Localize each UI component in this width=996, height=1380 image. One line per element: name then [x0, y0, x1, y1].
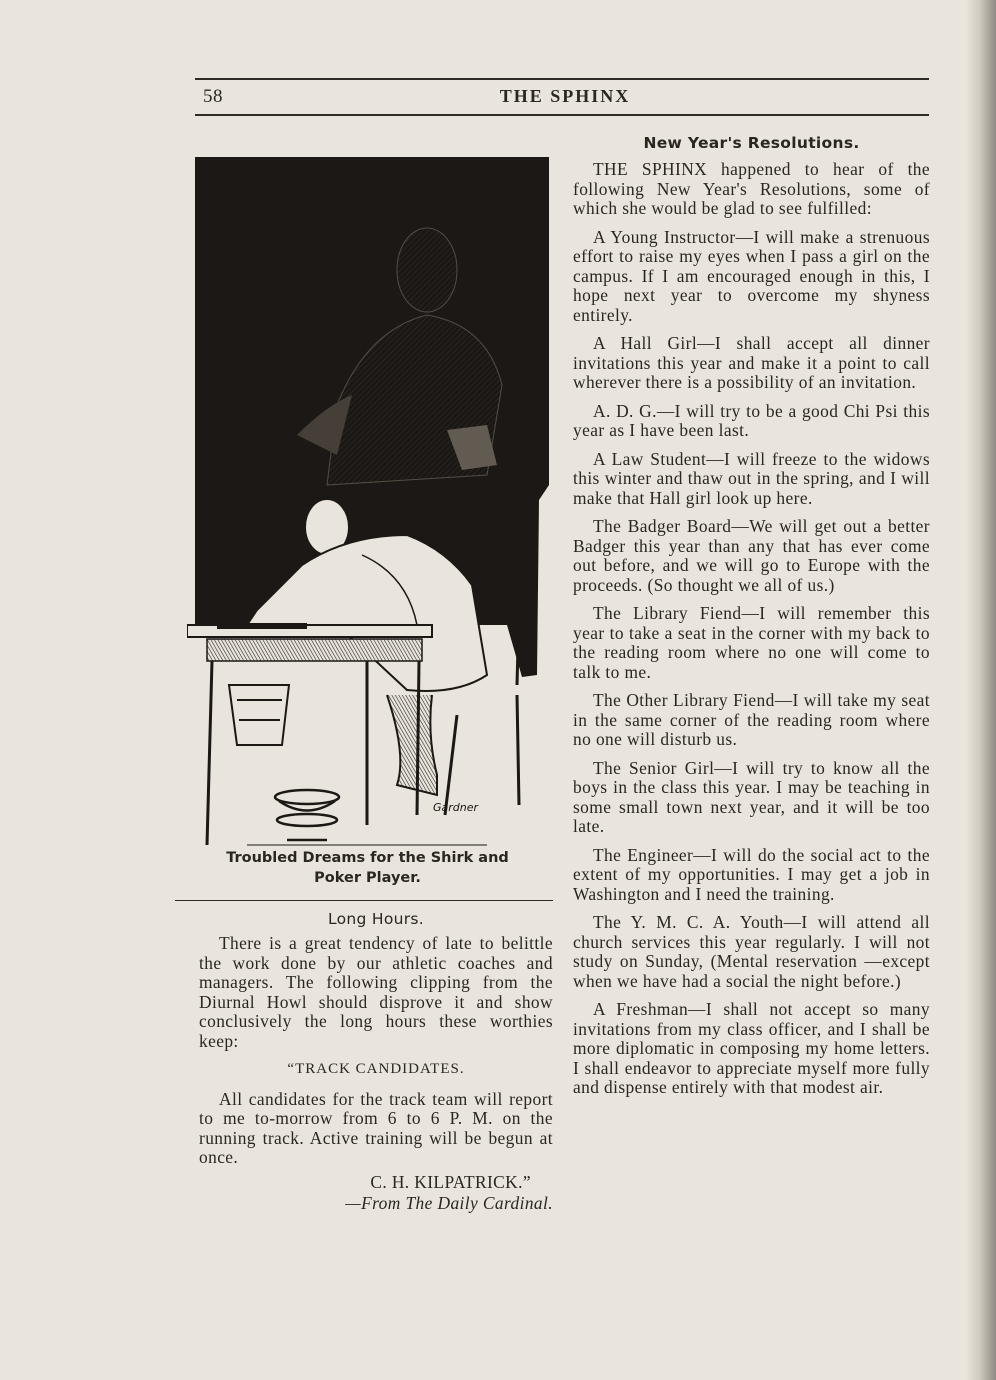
resolution-item: The Y. M. C. A. Youth—I will attend all church services this year regularly. I will not study on Sunday, (Mental reservation —except when we have had a social the night before.) [573, 912, 930, 991]
resolution-item: A Hall Girl—I shall accept all dinner invitations this year and make it a point to call wherever there is a possibility of an invitation. [573, 333, 930, 392]
resolutions-article [573, 134, 930, 1107]
page-number: 58 [203, 86, 223, 107]
notice-heading: “TRACK CANDIDATES. [287, 1061, 465, 1077]
resolution-item: A Law Student—I will freeze to the widows this winter and thaw out in the spring, and I will make that Hall girl look up here. [573, 448, 930, 508]
artist-signature: Gardner [433, 801, 479, 814]
article-paragraph: There is a great tendency of late to belittle the work done by our athletic coaches and managers. The following clipping from the Diurnal Howl should disprove it and show conclusively the long hours these worthies keep: [199, 933, 553, 1051]
illustration-caption [195, 848, 540, 888]
long-hours-article [199, 910, 553, 1214]
notice-signature: C. H. KILPATRICK.” [370, 1171, 531, 1192]
resolution-item: The Badger Board—We will get out a better Badger this year than any that has ever come out before, and we will go to Europe with the proceeds. (So thought we all of us.) [573, 516, 930, 595]
spittoon [275, 790, 339, 840]
resolution-item: The Senior Girl—I will try to know all the boys in the class this year. I may be teaching in some small town next year, and it will be too late. [573, 757, 930, 836]
header-top-rule [195, 78, 929, 80]
column-divider-rule [175, 900, 553, 901]
running-title: THE SPHINX [499, 86, 631, 106]
intro-paragraph [573, 160, 930, 219]
page-edge-shadow [966, 0, 996, 1380]
intro-lead: THE SPHINX [593, 159, 708, 179]
resolution-item: A. D. G.—I will try to be a good Chi Psi this year as I have been last. [573, 400, 930, 440]
resolution-item: The Engineer—I will do the social act to the extent of my opportunities. I may get a job in Washington and I need the training. [573, 844, 930, 904]
resolution-item: A Young Instructor—I will make a strenuous effort to raise my eyes when I pass a girl on the campus. If I am encouraged enough in this, I hope next year to overcome my shyness entirely. [573, 226, 930, 325]
header-bottom-rule [195, 114, 929, 116]
resolution-item: The Library Fiend—I will remember this year to take a seat in the corner with my back to the reading room where no one will come to talk to me. [573, 603, 930, 682]
caption-line-1: Troubled Dreams for the Shirk and [226, 850, 509, 866]
wastebasket [229, 685, 289, 745]
intro-text: happened to hear of the following New Year's Resolutions, some of which she would be glad to see fulfilled: [573, 159, 931, 218]
resolution-item: The Other Library Fiend—I will take my seat in the same corner of the reading room where no one will disturb us. [573, 690, 930, 749]
source-credit: —From The Daily Cardinal. [345, 1192, 553, 1213]
cartoon-illustration [187, 155, 552, 855]
resolution-item: A Freshman—I shall not accept so many invitations from my class officer, and I shall be more diplomatic in composing my home letters. I shall endeavor to appreciate myself more fully and dispense entirely with that modest air. [573, 999, 930, 1097]
article-title: New Year's Resolutions. [643, 134, 860, 152]
caption-line-2: Poker Player. [314, 870, 421, 886]
table [187, 623, 432, 845]
article-paragraph: All candidates for the track team will report to me to-morrow from 6 to 6 P. M. on the running track. Active training will be begun at once. [199, 1088, 553, 1167]
article-title: Long Hours. [327, 910, 425, 928]
